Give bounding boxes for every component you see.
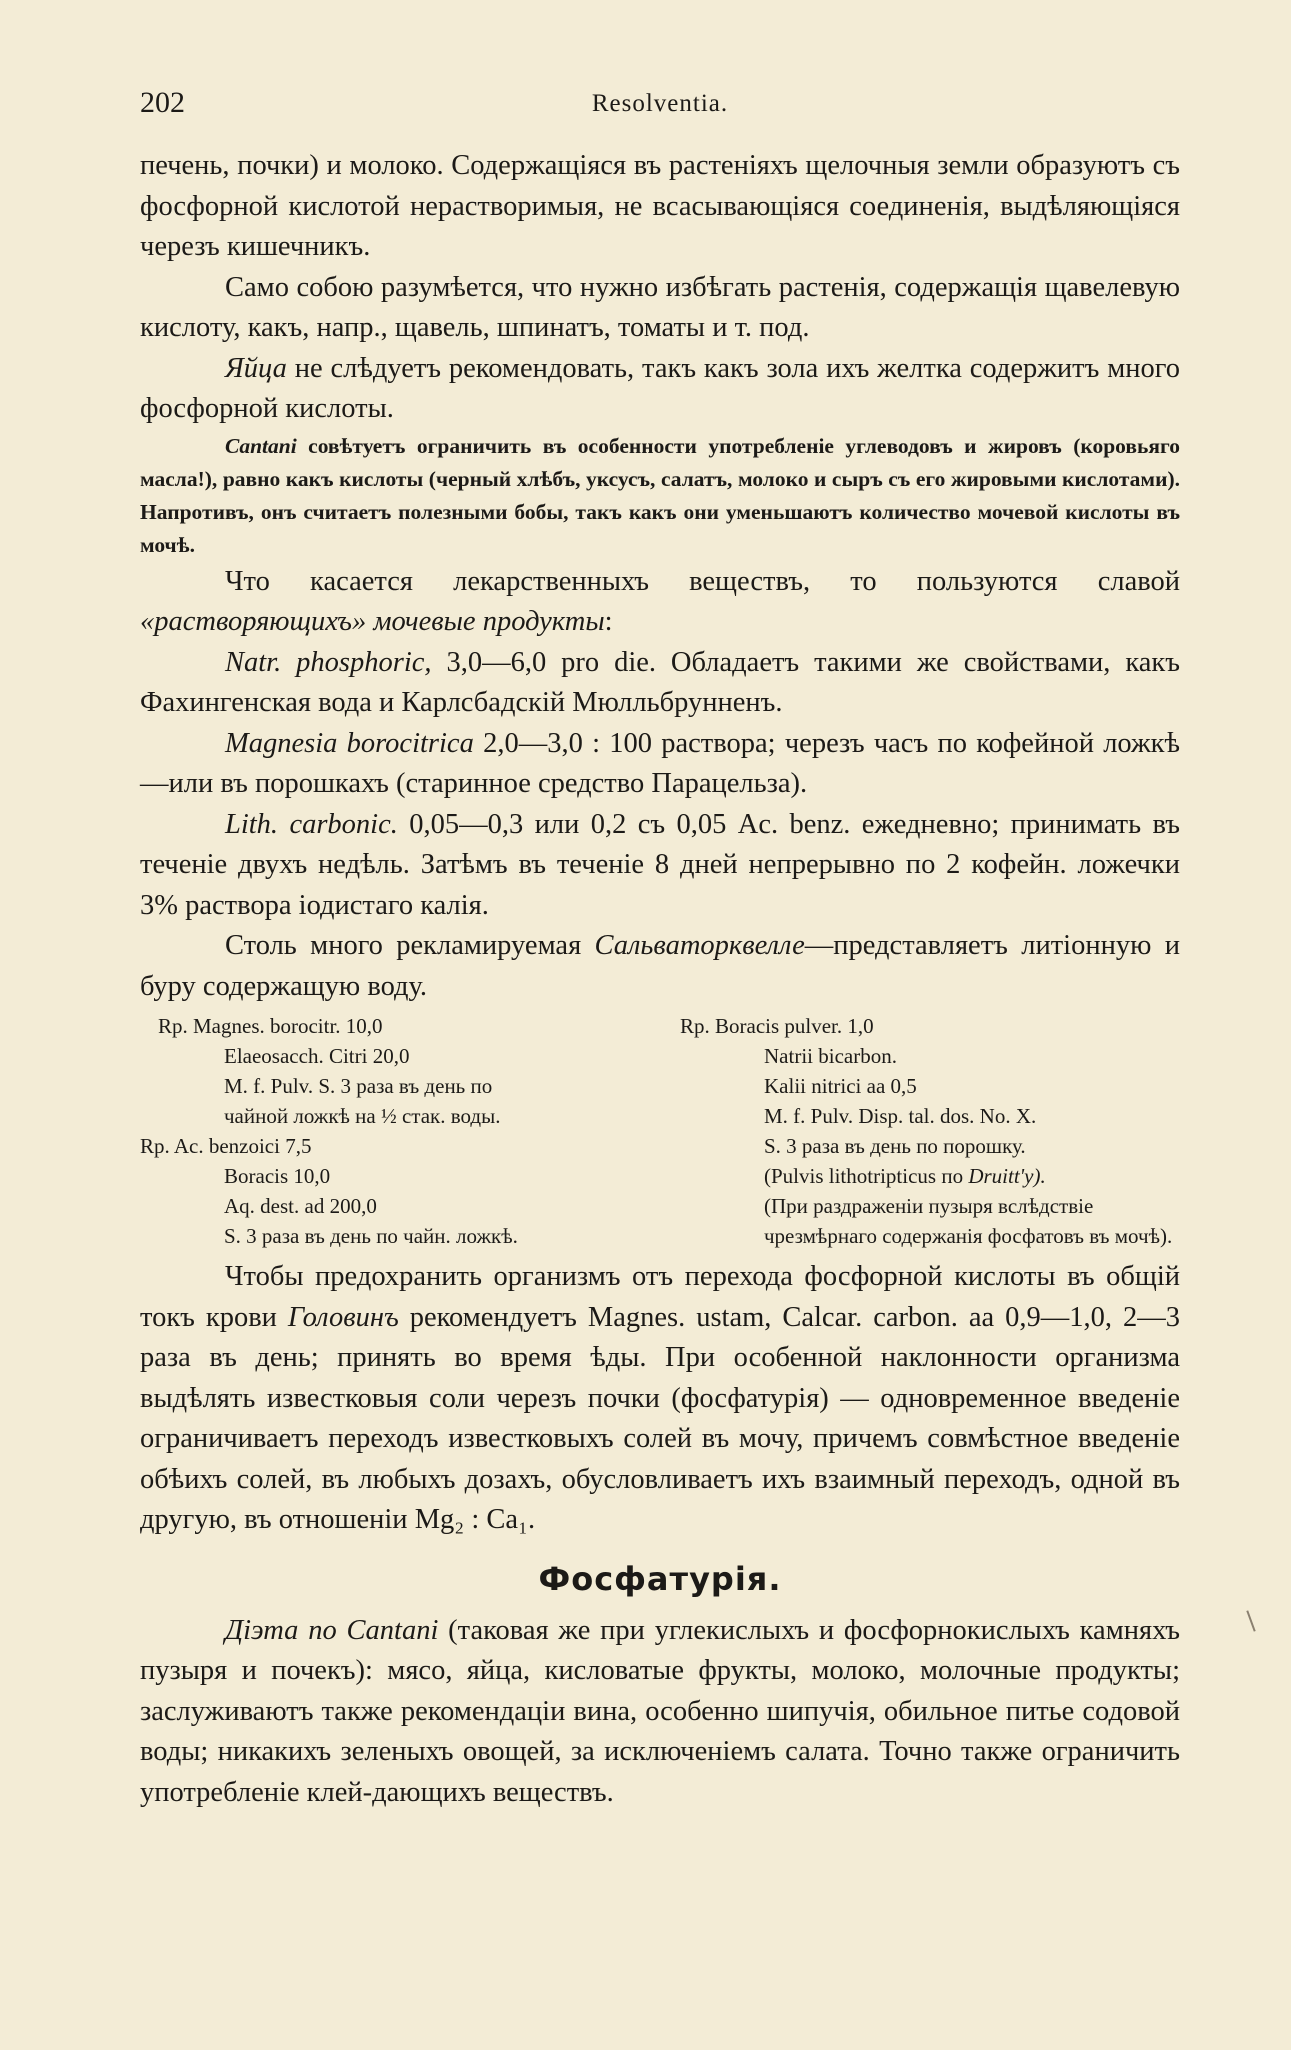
recipe-line: Rp. Boracis pulver. 1,0 bbox=[680, 1014, 874, 1038]
recipe-line: Rp. Ac. benzoici 7,5 bbox=[140, 1134, 312, 1158]
pulvis-text: (Pulvis lithotripticus по bbox=[764, 1164, 969, 1188]
druitt-name: Druitt'у). bbox=[968, 1164, 1046, 1188]
recipe-line: M. f. Pulv. S. 3 раза въ день по bbox=[224, 1074, 493, 1098]
paragraph-5-emphasis: «растворяющихъ» мочевые продукты bbox=[140, 606, 605, 637]
paragraph-11 bbox=[140, 1611, 1180, 1814]
paragraph-6 bbox=[140, 643, 1180, 724]
eggs-emphasis: Яйца bbox=[225, 352, 287, 384]
paragraph-9-start: Столь много рекламируемая bbox=[225, 930, 595, 961]
page-number: 202 bbox=[140, 86, 185, 119]
paragraph-4-small bbox=[140, 430, 1180, 562]
recipes-left-column bbox=[140, 1011, 640, 1251]
recipe-line: Rp. Magnes. borocitr. 10,0 bbox=[158, 1014, 383, 1038]
page-header bbox=[140, 86, 1180, 126]
recipe-line: Boracis 10,0 bbox=[224, 1164, 331, 1188]
margin-mark bbox=[1246, 1610, 1255, 1631]
recipe-line: Aq. dest. ad 200,0 bbox=[224, 1194, 377, 1218]
paragraph-9-text: —представляетъ литіонную и буру содержащую воду. bbox=[140, 930, 1180, 1002]
natr-phosphoric: Natr. phosphoric, bbox=[225, 646, 432, 678]
recipe-line: Elaeosacch. Citri 20,0 bbox=[224, 1044, 410, 1068]
paragraph-11-text: (таковая же при углекислыхъ и фосфорнокислыхъ камняхъ пузыря и почекъ): мясо, яйца, кисловатые фрукты, молоко, молочные продукты; заслуживаютъ также рекомендаціи вина, особенно шипучія, обильное питье содовой воды; никакихъ зеленыхъ овощей, за исключеніемъ салата. Точно также ограничить употребленіе клей-дающихъ веществъ. bbox=[140, 1614, 1180, 1808]
paragraph-10 bbox=[140, 1257, 1180, 1541]
recipe-line bbox=[680, 1161, 1180, 1191]
running-head: Resolventia. bbox=[591, 90, 729, 117]
paragraph-6-text: 3,0—6,0 pro die. Обладаетъ такими же свойствами, какъ Фахингенская вода и Карлсбадскій Мюлльбрунненъ. bbox=[140, 646, 1180, 718]
paragraph-5-end: : bbox=[604, 606, 613, 637]
recipes-block bbox=[140, 1011, 1180, 1251]
paragraph-8 bbox=[140, 805, 1180, 927]
recipe-line: S. 3 раза въ день по порошку. bbox=[764, 1134, 1026, 1158]
diet-emphasis: Діэта по Cantani bbox=[225, 1614, 439, 1646]
paragraph-5-start: Что касается лекарственныхъ веществъ, то пользуются славой bbox=[225, 565, 1180, 597]
salvator-emphasis: Сальваторквелле bbox=[594, 930, 805, 961]
recipes-right-column bbox=[680, 1011, 1180, 1251]
paragraph-1: печень, почки) и молоко. Содержащіяся въ растеніяхъ щелочныя земли образуютъ съ фосфорной кислотой нерастворимыя, не всасывающіяся соединенія, выдѣляющіяся черезъ кишечникъ. bbox=[140, 150, 1180, 262]
paragraph-7 bbox=[140, 724, 1180, 805]
paragraph-2: Само собою разумѣется, что нужно избѣгать растенія, содержащія щавелевую кислоту, какъ, напр., щавель, шпинатъ, томаты и т. под. bbox=[140, 271, 1180, 343]
cantani-name: Cantani bbox=[225, 433, 297, 458]
recipe-line: чайной ложкѣ на ½ стак. воды. bbox=[224, 1104, 501, 1128]
paragraph-3-text: не слѣдуетъ рекомендовать, такъ какъ зола ихъ желтка содержитъ много фосфорной кислоты. bbox=[140, 352, 1180, 424]
paragraph-10-text: рекомендуетъ Magnes. ustam, Calcar. carbon. aa 0,9—1,0, 2—3 раза въ день; принять во время ѣды. При особенной наклонности организма выдѣлять известковыя соли черезъ почки (фосфатурія) — одновременное введеніе ограничиваетъ переходъ известковыхъ солей въ мочу, причемъ совмѣстное введеніе обѣихъ солей, въ любыхъ дозахъ, обусловливаетъ ихъ взаимный переходъ, одной въ другую, въ отношеніи Mg₂ : Ca₁. bbox=[140, 1301, 1180, 1535]
paragraph-3 bbox=[140, 349, 1180, 430]
magnesia-borocitrica: Magnesia borocitrica bbox=[225, 727, 474, 759]
paragraph-4-text: совѣтуетъ ограничить въ особенности употребленіе углеводовъ и жировъ (коровьяго масла!), равно какъ кислоты (черный хлѣбъ, уксусъ, салатъ, молоко и сыръ съ его жировыми кислотами). Напротивъ, онъ считаетъ полезными бобы, такъ какъ они уменьшаютъ количество мочевой кислоты въ мочѣ. bbox=[140, 433, 1180, 557]
lith-carbonic: Lith. carbonic. bbox=[225, 808, 398, 840]
paragraph-7-text: 2,0—3,0 : 100 раствора; черезъ часъ по кофейной ложкѣ—или въ порошкахъ (старинное средство Парацельза). bbox=[140, 727, 1180, 799]
recipe-note: (При раздраженіи пузыря вслѣдствіе чрезмѣрнаго содержанія фосфатовъ въ мочѣ). bbox=[764, 1194, 1173, 1248]
paragraph-9 bbox=[140, 926, 1180, 1007]
recipe-line: M. f. Pulv. Disp. tal. dos. No. X. bbox=[764, 1104, 1037, 1128]
paragraph-8-text: 0,05—0,3 или 0,2 съ 0,05 Ac. benz. ежедневно; принимать въ теченіе двухъ недѣль. Затѣмъ въ теченіе 8 дней непрерывно по 2 кофейн. ложечки 3% раствора іодистаго калія. bbox=[140, 808, 1180, 921]
recipe-line: Kalii nitrici aa 0,5 bbox=[764, 1074, 917, 1098]
paragraph-10-start: Чтобы предохранить организмъ отъ перехода фосфорной кислоты въ общій токъ крови bbox=[140, 1261, 1180, 1333]
section-title: Фосфатурія. bbox=[538, 1559, 782, 1598]
paragraph-5 bbox=[140, 562, 1180, 643]
recipe-line: Natrii bicarbon. bbox=[764, 1044, 897, 1068]
recipe-line: S. 3 раза въ день по чайн. ложкѣ. bbox=[224, 1224, 518, 1248]
golovin-name: Головинъ bbox=[287, 1301, 399, 1333]
page-body bbox=[140, 146, 1180, 1813]
